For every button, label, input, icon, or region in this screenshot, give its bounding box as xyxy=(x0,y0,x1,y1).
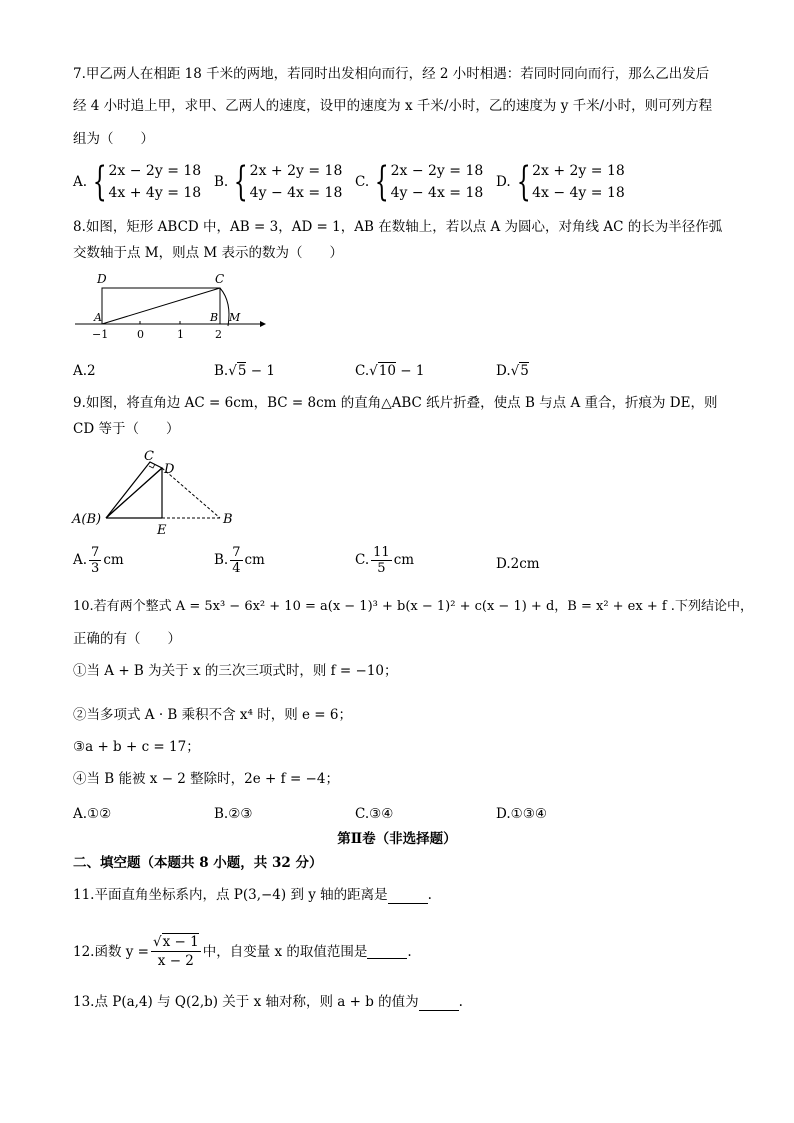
equation: 2x + 2y = 18 xyxy=(249,163,343,179)
tick-label: 1 xyxy=(177,328,184,341)
label-c: C xyxy=(144,449,154,464)
q12-prefix: 12.函数 y = xyxy=(73,943,149,960)
option-label: D. xyxy=(496,363,511,379)
option-label: C. xyxy=(355,174,370,190)
option-label: C. xyxy=(355,552,370,568)
arrow-icon xyxy=(260,321,266,327)
brace-icon: { xyxy=(516,159,531,205)
answer-blank[interactable] xyxy=(388,889,428,904)
q8-figure xyxy=(70,268,270,344)
label-c: C xyxy=(215,272,225,286)
equation: 2x + 2y = 18 xyxy=(532,163,625,179)
tick-label: 2 xyxy=(215,328,222,341)
q11-text: 11.平面直角坐标系内，点 P(3,−4) 到 y 轴的距离是 xyxy=(73,887,388,903)
option-label: B. xyxy=(214,363,229,379)
q12-suffix: 中，自变量 x 的取值范围是 xyxy=(202,943,368,960)
unit: cm xyxy=(103,552,124,568)
q7-option-a[interactable] xyxy=(73,160,201,204)
q9-option-c[interactable] xyxy=(355,545,414,576)
q10-option-d[interactable]: D.①③④ xyxy=(496,806,547,822)
label-a: A xyxy=(94,311,102,324)
diagonal-ac xyxy=(102,288,220,324)
equation: 2x − 2y = 18 xyxy=(108,163,202,179)
q7-option-c[interactable] xyxy=(355,160,483,204)
option-label: D. xyxy=(496,174,511,190)
triangle-acd xyxy=(106,462,162,518)
denominator: 3 xyxy=(91,561,100,576)
answer-blank[interactable] xyxy=(367,944,407,959)
q9-option-a[interactable] xyxy=(73,545,124,576)
q10-line2: 正确的有（ ） xyxy=(73,631,181,647)
q9-line1: 9.如图，将直角边 AC = 6cm，BC = 8cm 的直角△ABC 纸片折叠，使点 B 与点 A 重合，折痕为 DE，则 xyxy=(73,395,718,411)
label-m: M xyxy=(229,311,241,324)
q10-statement-1: ①当 A + B 为关于 x 的三次三项式时，则 f = −10； xyxy=(73,663,398,679)
option-label: B. xyxy=(214,552,229,568)
q11: 11.平面直角坐标系内，点 P(3,−4) 到 y 轴的距离是 . xyxy=(73,887,432,903)
arc xyxy=(220,288,229,326)
equation: 4x + 4y = 18 xyxy=(108,185,202,201)
tick-label: −1 xyxy=(92,328,109,341)
q8-option-a[interactable]: A.2 xyxy=(73,363,96,379)
q7-option-b[interactable] xyxy=(214,160,342,204)
denominator: 4 xyxy=(232,561,241,576)
q9-option-b[interactable] xyxy=(214,545,265,576)
option-label: A. xyxy=(73,552,88,568)
numerator: x − 1 xyxy=(162,934,199,950)
option-rest: − 1 xyxy=(395,363,425,379)
q9-figure xyxy=(70,446,250,536)
label-d: D xyxy=(164,462,175,477)
option-label: C. xyxy=(355,363,370,379)
q13-text: 13.点 P(a,4) 与 Q(2,b) 关于 x 轴对称，则 a + b 的值为 xyxy=(73,994,419,1010)
q9-line2: CD 等于（ ） xyxy=(73,421,180,437)
denominator: 5 xyxy=(377,561,386,576)
equation: 4x − 4y = 18 xyxy=(532,185,625,201)
option-rest: − 1 xyxy=(246,363,275,379)
q10-statement-4: ④当 B 能被 x − 2 整除时，2e + f = −4； xyxy=(73,771,339,787)
label-ab: A(B) xyxy=(72,512,102,527)
q8-option-b[interactable]: B.√5 − 1 xyxy=(214,363,275,379)
q10-option-c[interactable]: C.③④ xyxy=(355,806,394,822)
label-d: D xyxy=(97,272,107,286)
option-label: A. xyxy=(73,174,88,190)
numerator: 7 xyxy=(232,545,241,560)
numerator: 11 xyxy=(373,545,390,560)
q10-option-a[interactable]: A.①② xyxy=(73,806,112,822)
q8-option-d[interactable]: D.√5 xyxy=(496,363,529,379)
q8-line1: 8.如图，矩形 ABCD 中，AB = 3，AD = 1，AB 在数轴上，若以点 A 为圆心，对角线 AC 的长为半径作弧 xyxy=(73,219,723,235)
denominator: x − 2 xyxy=(157,953,194,969)
radicand: 5 xyxy=(237,363,247,379)
unit: cm xyxy=(393,552,415,568)
label-b: B xyxy=(223,512,233,527)
q7-line3: 组为（ ） xyxy=(73,131,154,147)
q7-option-d[interactable] xyxy=(496,160,625,204)
label-e: E xyxy=(157,523,167,536)
answer-blank[interactable] xyxy=(419,996,459,1011)
tick-label: 0 xyxy=(137,328,144,341)
q10-statement-3: ③a + b + c = 17； xyxy=(73,739,200,755)
label-b: B xyxy=(210,311,219,324)
numerator: 7 xyxy=(91,545,100,560)
radicand: 5 xyxy=(520,363,529,379)
q10-option-b[interactable]: B.②③ xyxy=(214,806,253,822)
brace-icon: { xyxy=(233,159,248,205)
q7-line1: 7.甲乙两人在相距 18 千米的两地，若同时出发相向而行，经 2 小时相遇：若同时同向而行，那么乙出发后 xyxy=(73,66,710,82)
option-label: B. xyxy=(214,174,229,190)
q10-statement-2: ②当多项式 A · B 乘积不含 x⁴ 时，则 e = 6； xyxy=(73,707,352,723)
q10-line1: 10.若有两个整式 A = 5x³ − 6x² + 10 = a(x − 1)³ + b(x − 1)² + c(x − 1) + d，B = x² + ex + f .下列结论中， xyxy=(73,599,753,614)
section-title: 第Ⅱ卷（非选择题） xyxy=(337,831,457,847)
q7-line2: 经 4 小时追上甲，求甲、乙两人的速度，设甲的速度为 x 千米/小时，乙的速度为 y 千米/小时，则可列方程 xyxy=(73,98,713,114)
q9-option-d[interactable]: D.2cm xyxy=(496,556,540,572)
brace-icon: { xyxy=(92,159,107,205)
q8-line2: 交数轴于点 M，则点 M 表示的数为（ ） xyxy=(73,245,344,261)
equation: 4y − 4x = 18 xyxy=(390,185,484,201)
brace-icon: { xyxy=(374,159,389,205)
unit: cm xyxy=(244,552,265,568)
section-heading: 二、填空题（本题共 8 小题，共 32 分） xyxy=(73,855,323,871)
radicand: 10 xyxy=(378,363,396,379)
q12: 12.函数 y = $\frac{√x - 1}{x - 2}$ 中，自变量 x 的取值范围是 . xyxy=(73,934,412,969)
equation: 4y − 4x = 18 xyxy=(249,185,343,201)
q8-option-c[interactable]: C.√10 − 1 xyxy=(355,363,425,379)
q13: 13.点 P(a,4) 与 Q(2,b) 关于 x 轴对称，则 a + b 的值为 . xyxy=(73,994,463,1010)
equation: 2x − 2y = 18 xyxy=(390,163,484,179)
